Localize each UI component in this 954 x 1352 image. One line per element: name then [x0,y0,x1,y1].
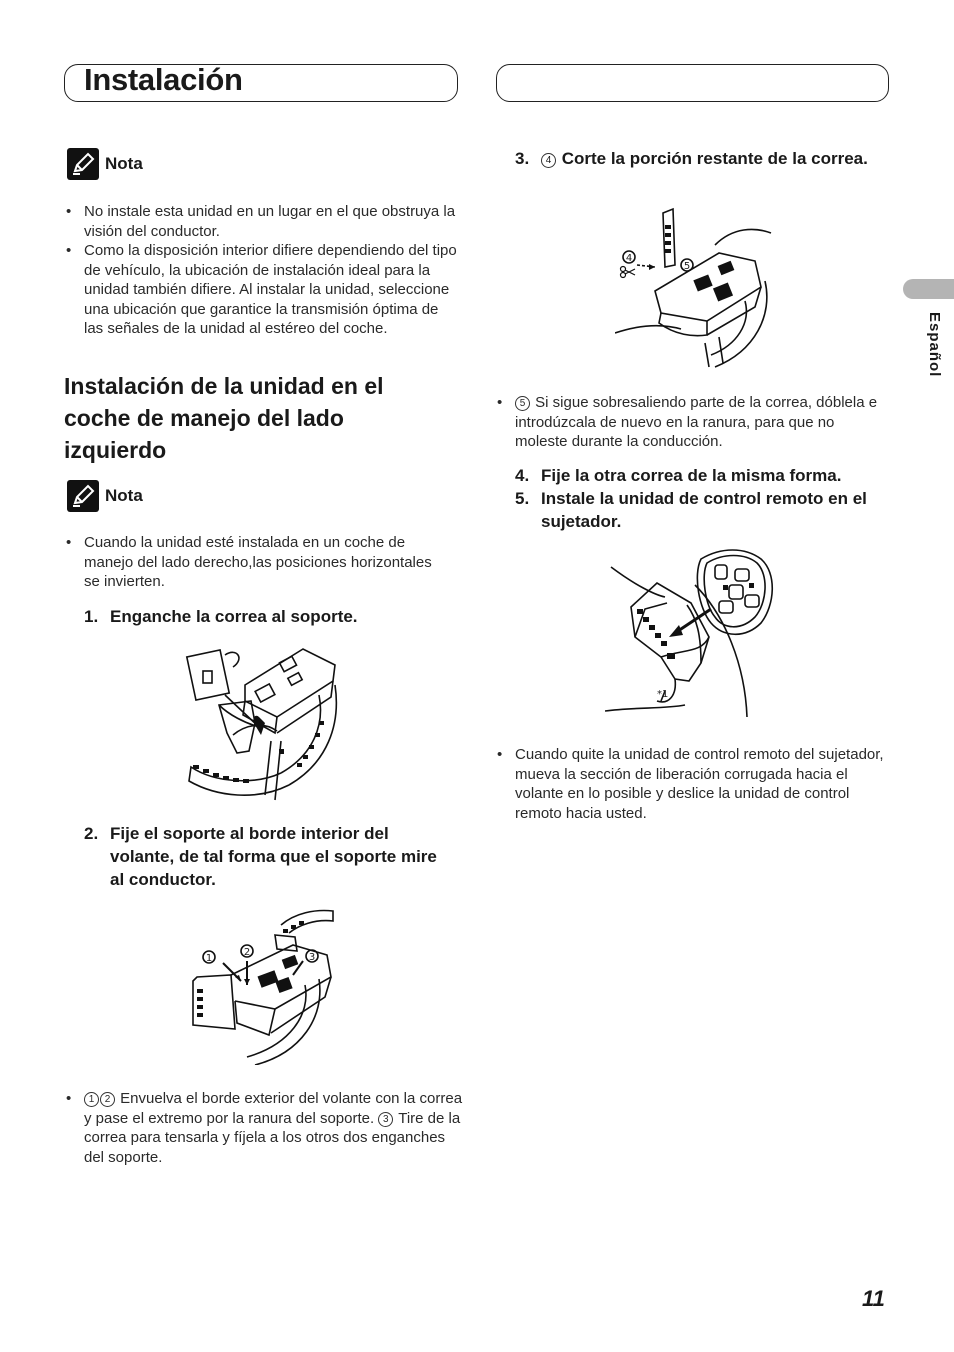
footnote-marker: *1 [657,689,669,700]
header-empty-box [496,64,889,102]
step-number: 5. [515,489,530,508]
step-text: Fije el soporte al borde interior del volante, de tal forma que el soporte mire al conductor. [110,824,437,889]
language-tab [903,279,954,299]
illustration-install-remote [605,545,785,720]
step-number: 4. [515,466,530,485]
arrow-icon [669,609,711,637]
callout-2: 2 [243,947,251,958]
step-text: Enganche la correa al soporte. [110,607,358,626]
step-text-body: Corte la porción restante de la correa. [557,149,868,168]
page-number: 11 [862,1286,885,1311]
callout-3: 3 [378,1112,393,1127]
note-pencil-icon [67,148,99,180]
callout-4: 4 [541,153,556,168]
callout-5: 5 [515,396,530,411]
bullet-text: Tire de la correa para tensarla y fíjela a los otros dos enganches del soporte. [84,1109,461,1166]
note-heading-1 [67,148,143,180]
language-label: Español [926,312,943,378]
illustration-attach-holder [185,905,340,1065]
step-5 [515,487,895,533]
step-4 [515,464,895,487]
callout-5: 5 [683,261,691,272]
step-text: Instale la unidad de control remoto en el sujetador. [541,489,867,531]
list-item [495,393,890,452]
fold-strap-list [495,393,890,452]
list-item: • Cuando la unidad esté instalada en un coche de manejo del lado derecho,las posiciones horizontales se invierten. [64,533,434,592]
illustration-hook-strap [185,645,345,805]
list-item [64,1089,464,1167]
step-text [515,147,885,170]
bullet-text: Si sigue sobresaliendo parte de la correa, dóblela e introdúzcala de nuevo en la ranura, para que no moleste durante la conducción. [515,394,878,450]
note1-list [64,202,459,339]
callout-2: 2 [100,1092,115,1107]
note-heading-2 [67,480,143,512]
step-number: 1. [84,607,99,626]
page-title: Instalación [84,62,243,97]
note-pencil-icon [67,480,99,512]
step-text: Fije la otra correa de la misma forma. [541,466,842,485]
note-label: Nota [105,154,143,173]
step-1 [84,605,454,628]
section-title: Instalación de la unidad en el coche de manejo del lado izquierdo [64,373,384,463]
callout-1: 1 [84,1092,99,1107]
bullet-text: Envuelva el borde exterior del volante con la correa y pase el extremo por la ranura del soporte. [84,1090,463,1127]
list-item: • Como la disposición interior difiere dependiendo del tipo de vehículo, la ubicación de instalación ideal para la unidad también difiere. Al instalar la unidad, seleccione una ubicación que garantice la transmisión óptima de las señales de la unidad al estéreo del coche. [64,241,459,339]
callout-1: 1 [205,953,213,964]
callout-4: 4 [625,253,633,264]
step-number: 3. [515,149,530,168]
scissors-icon [621,267,636,278]
step-number: 2. [84,824,99,843]
step-2 [84,822,454,891]
note2-list [64,533,434,592]
callout-3: 3 [308,952,316,963]
list-item: • Cuando quite la unidad de control remoto del sujetador, mueva la sección de liberación corrugada hacia el volante en lo posible y deslice la unidad de control remoto hacia usted. [495,745,890,823]
illustration-cut-strap [615,205,775,370]
list-item: • No instale esta unidad en un lugar en el que obstruya la visión del conductor. [64,202,459,241]
step-3 [515,147,885,170]
wrap-strap-list [64,1089,464,1167]
note-label: Nota [105,486,143,505]
remove-remote-list [495,745,890,823]
